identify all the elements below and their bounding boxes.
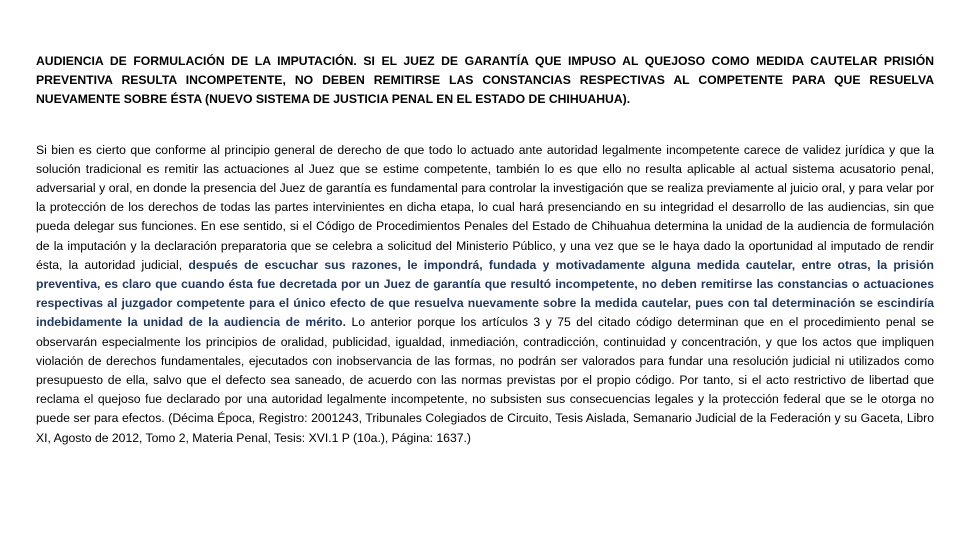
- body-text-part-2: Lo anterior porque los artículos 3 y 75 del citado código determinan que en el procedimiento penal se observarán especialmente los principios de oralidad, publicidad, igualdad, inmediación, contradicción, continuidad y concentración, y que los actos que impliquen violación de derechos fundamentales, ejecutados con inobservancia de las formas, no podrán ser valorados para fundar una resolución judicial ni utilizados como presupuesto de ella, salvo que el defecto sea saneado, de acuerdo con las normas previstas por el propio código. Por tanto, si el acto restrictivo de libertad que reclama el quejoso fue declarado por una autoridad legalmente incompetente, no subsisten sus consecuencias legales y la protección federal que se le otorga no puede ser para efectos. (Décima Época, Registro: 2001243, Tribunales Colegiados de Circuito, Tesis Aislada, Semanario Judicial de la Federación y su Gaceta, Libro XI, Agosto de 2012, Tomo 2, Materia Penal, Tesis: XVI.1 P (10a.), Página: 1637.): [36, 315, 934, 445]
- document-heading: AUDIENCIA DE FORMULACIÓN DE LA IMPUTACIÓN. SI EL JUEZ DE GARANTÍA QUE IMPUSO AL QUEJOSO COMO MEDIDA CAUTELAR PRISIÓN PREVENTIVA RESULTA INCOMPETENTE, NO DEBEN REMITIRSE LAS CONSTANCIAS RESPECTIVAS AL COMPETENTE PARA QUE RESUELVA NUEVAMENTE SOBRE ÉSTA (NUEVO SISTEMA DE JUSTICIA PENAL EN EL ESTADO DE CHIHUAHUA).: [36, 54, 934, 107]
- document-page: [36, 52, 934, 448]
- document-body: [36, 141, 934, 448]
- body-text-emphasis: después de escuchar sus razones, le impondrá, fundada y motivadamente alguna medida cautelar, entre otras, la prisión preventiva, es claro que cuando ésta fue decretada por un Juez de garantía que resultó incompetente, no deben remitirse las constancias o actuaciones respectivas al juzgador competente para el único efecto de que resuelva nuevamente sobre la medida cautelar, pues con tal determinación se escindiría indebidamente la unidad de la audiencia de mérito.: [36, 257, 934, 330]
- body-text-part-1: Si bien es cierto que conforme al principio general de derecho de que todo lo actuado ante autoridad legalmente incompetente carece de validez jurídica y que la solución tradicional es remitir las actuaciones al Juez que se estime competente, también lo es que ello no resulta aplicable al actual sistema acusatorio penal, adversarial y oral, en donde la presencia del Juez de garantía es fundamental para controlar la investigación que se realiza previamente al juicio oral, y para velar por la protección de los derechos de todas las partes intervinientes en dicha etapa, lo cual hará presenciando en su integridad el desarrollo de las audiencias, sin que pueda delegar sus funciones. En ese sentido, si el Código de Procedimientos Penales del Estado de Chihuahua determina la unidad de la audiencia de formulación de la imputación y la declaración preparatoria que se celebra a solicitud del Ministerio Público, y una vez que se le haya dado la oportunidad al imputado de rendir ésta, la autoridad judicial,: [36, 142, 934, 272]
